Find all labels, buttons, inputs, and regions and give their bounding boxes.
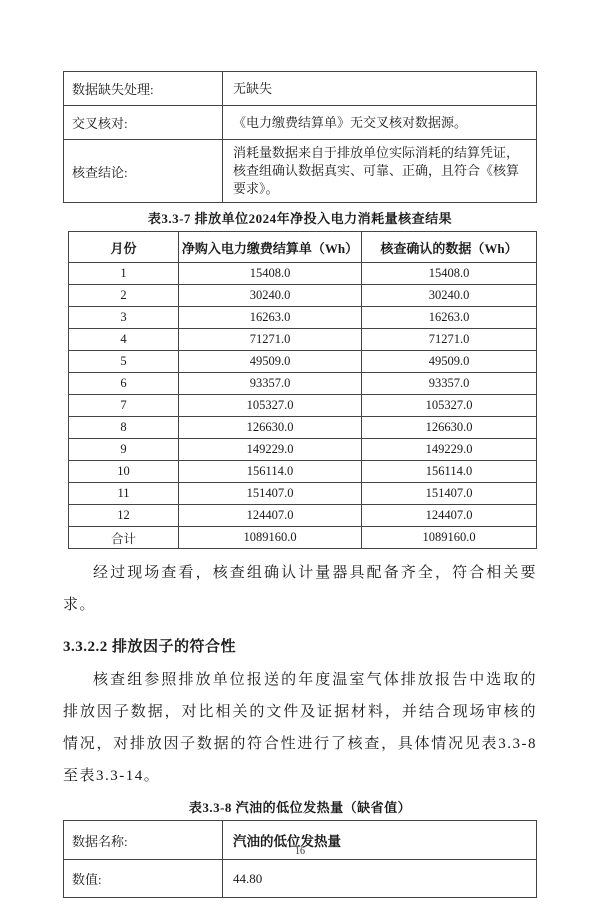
table-row — [69, 417, 537, 439]
table-row — [64, 72, 537, 106]
cell-invoice: 151407.0 — [179, 483, 362, 505]
table-caption-337: 表3.3-7 排放单位2024年净投入电力消耗量核查结果 — [147, 211, 453, 226]
info-value-missing-data: 无缺失 — [223, 72, 537, 106]
column-header-verified: 核查确认的数据（Wh） — [362, 232, 537, 263]
table-total-row — [69, 527, 537, 549]
cell-month: 2 — [69, 285, 179, 307]
cell-verified: 30240.0 — [362, 285, 537, 307]
cell-invoice: 126630.0 — [179, 417, 362, 439]
cell-invoice: 15408.0 — [179, 263, 362, 285]
document-page — [0, 71, 600, 919]
table-row — [69, 439, 537, 461]
factor-label-value: 数值: — [64, 860, 223, 898]
info-label-conclusion: 核查结论: — [64, 140, 223, 203]
cell-month: 4 — [69, 329, 179, 351]
cell-verified: 71271.0 — [362, 329, 537, 351]
cell-total-verified: 1089160.0 — [362, 527, 537, 549]
cell-verified: 16263.0 — [362, 307, 537, 329]
factor-value-data-name: 汽油的低位发热量 — [223, 821, 537, 860]
cell-invoice: 16263.0 — [179, 307, 362, 329]
info-label-cross-check: 交叉核对: — [64, 106, 223, 140]
cell-verified: 151407.0 — [362, 483, 537, 505]
cell-verified: 149229.0 — [362, 439, 537, 461]
cell-invoice: 105327.0 — [179, 395, 362, 417]
cell-invoice: 156114.0 — [179, 461, 362, 483]
cell-verified: 15408.0 — [362, 263, 537, 285]
column-header-month: 月份 — [69, 232, 179, 263]
table-row — [69, 263, 537, 285]
info-value-conclusion: 消耗量数据来自于排放单位实际消耗的结算凭证，核查组确认数据真实、可靠、正确，且符合《核算要求》。 — [223, 140, 537, 203]
table-row — [69, 351, 537, 373]
paragraph-metering-check: 经过现场查看，核查组确认计量器具配备齐全，符合相关要求。 — [63, 565, 537, 613]
table-row — [69, 307, 537, 329]
table-row — [69, 483, 537, 505]
table-row — [64, 860, 537, 898]
cell-month: 12 — [69, 505, 179, 527]
table-row — [69, 461, 537, 483]
table-row — [69, 395, 537, 417]
page-content — [63, 71, 537, 898]
cell-invoice: 124407.0 — [179, 505, 362, 527]
cell-verified: 124407.0 — [362, 505, 537, 527]
cell-verified: 93357.0 — [362, 373, 537, 395]
verification-info-table — [63, 71, 537, 203]
cell-month: 3 — [69, 307, 179, 329]
cell-month: 1 — [69, 263, 179, 285]
column-header-invoice: 净购入电力缴费结算单（Wh） — [179, 232, 362, 263]
cell-month: 6 — [69, 373, 179, 395]
cell-month: 8 — [69, 417, 179, 439]
table-row — [69, 329, 537, 351]
table-row — [69, 373, 537, 395]
cell-month: 11 — [69, 483, 179, 505]
table-header-row — [69, 232, 537, 263]
cell-month: 7 — [69, 395, 179, 417]
cell-invoice: 93357.0 — [179, 373, 362, 395]
page-number: 16 — [295, 846, 305, 857]
electricity-consumption-table — [68, 231, 537, 549]
cell-total-label: 合计 — [69, 527, 179, 549]
cell-invoice: 30240.0 — [179, 285, 362, 307]
table-row — [64, 140, 537, 203]
cell-month: 5 — [69, 351, 179, 373]
cell-invoice: 49509.0 — [179, 351, 362, 373]
cell-verified: 126630.0 — [362, 417, 537, 439]
cell-month: 10 — [69, 461, 179, 483]
factor-value-number: 44.80 — [223, 860, 537, 898]
table-row — [64, 106, 537, 140]
cell-verified: 156114.0 — [362, 461, 537, 483]
info-value-cross-check: 《电力缴费结算单》无交叉核对数据源。 — [223, 106, 537, 140]
paragraph-emission-factors: 核查组参照排放单位报送的年度温室气体排放报告中选取的排放因子数据，对比相关的文件及证据材料，并结合现场审核的情况，对排放因子数据的符合性进行了核查，具体情况见表3.3-8至表3.3-14。 — [63, 672, 537, 784]
cell-verified: 105327.0 — [362, 395, 537, 417]
table-row — [69, 285, 537, 307]
section-heading-3322: 3.3.2.2 排放因子的符合性 — [63, 639, 237, 655]
cell-verified: 49509.0 — [362, 351, 537, 373]
table-row — [69, 505, 537, 527]
table-caption-338: 表3.3-8 汽油的低位发热量（缺省值） — [188, 800, 412, 815]
cell-total-invoice: 1089160.0 — [179, 527, 362, 549]
info-label-missing-data: 数据缺失处理: — [64, 72, 223, 106]
cell-month: 9 — [69, 439, 179, 461]
cell-invoice: 71271.0 — [179, 329, 362, 351]
factor-label-data-name: 数据名称: — [64, 821, 223, 860]
gasoline-heating-value-table — [63, 820, 537, 898]
cell-invoice: 149229.0 — [179, 439, 362, 461]
